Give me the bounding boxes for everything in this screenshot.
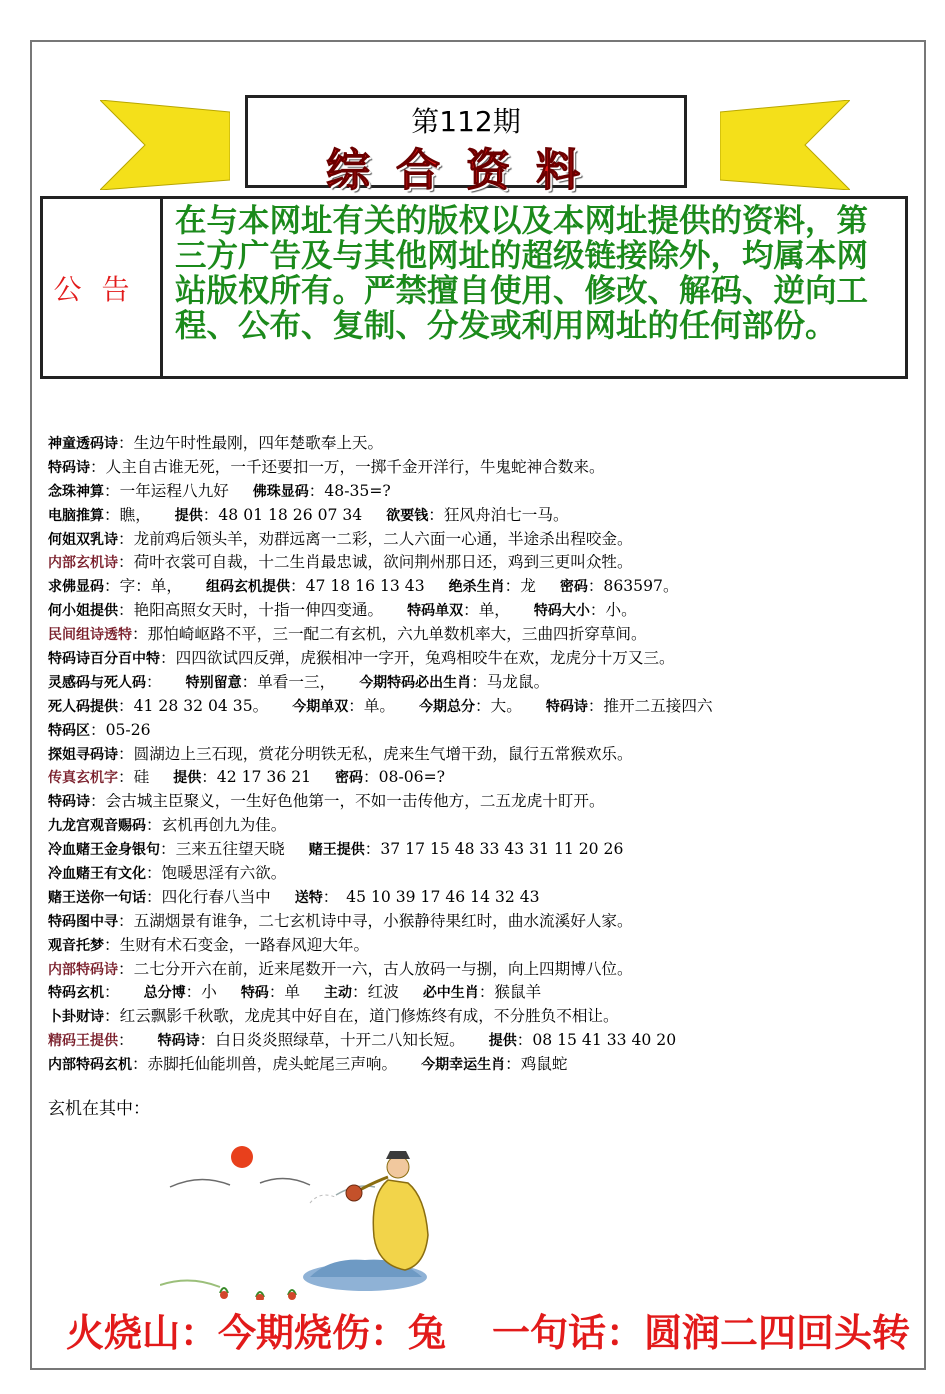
line-key: 精码王提供 (48, 1033, 118, 1050)
info-line (48, 575, 918, 599)
issue-number: 第112期 (411, 105, 521, 138)
line-key: 提供 (488, 1033, 517, 1050)
line-key: 内部玄机诗 (48, 555, 118, 572)
line-value: ：单看一三， (241, 672, 336, 691)
line-key: 必中生肖 (422, 985, 479, 1002)
line-key: 欲要钱 (386, 507, 429, 524)
line-key: 特码诗百分百中特 (48, 651, 160, 668)
info-line (48, 886, 918, 910)
line-key: 内部特码诗 (48, 961, 118, 978)
line-key: 观音托梦 (48, 937, 104, 954)
line-value: ：五湖烟景有谁争，二七玄机诗中寻，小猴静待果红时，曲水流溪好人家。 (118, 911, 633, 930)
line-value: ：艳阳高照女天时，十指一伸四变通。 (118, 601, 384, 620)
line-key: 特码 (240, 985, 269, 1002)
line-value: ：48 01 18 26 07 34 (202, 505, 363, 524)
line-key: 特码玄机 (48, 985, 104, 1002)
line-key: 特码大小 (533, 603, 590, 620)
footer-text (66, 1302, 910, 1357)
line-value: ：47 18 16 13 43 (289, 577, 425, 596)
right-ribbon-decoration (720, 100, 850, 190)
info-line (48, 766, 918, 790)
info-line (48, 504, 918, 528)
line-value: ：四四欲试四反弹，虎猴相冲一字开，兔鸡相咬牛在欢，龙虎分十万又三。 (160, 649, 675, 668)
line-key: 绝杀生肖 (448, 579, 505, 596)
left-ribbon-decoration (100, 100, 230, 190)
notice-text: 在与本网址有关的版权以及本网址提供的资料，第三方广告及与其他网址的超级链接除外，均属本网站版权所有。严禁擅自使用、修改、解码、逆向工程、公布、复制、分发或利用网址的任何部份。 (175, 202, 869, 344)
info-line (48, 671, 918, 695)
line-key: 念珠神算 (48, 483, 104, 500)
line-value: ：37 17 15 48 33 43 31 11 20 26 (364, 840, 624, 859)
info-line (48, 1029, 918, 1053)
line-key: 特码区 (48, 722, 90, 739)
info-line (48, 551, 918, 575)
line-key: 今期总分 (419, 698, 476, 715)
line-value: ：大。 (475, 696, 522, 715)
line-key: 主动 (324, 985, 353, 1002)
line-value: ：马龙鼠。 (471, 672, 550, 691)
line-key: 密码 (335, 770, 364, 787)
line-value: ：单 (268, 983, 301, 1002)
line-key: 内部特码玄机 (48, 1057, 132, 1074)
line-value: ：08 15 41 33 40 20 (516, 1031, 677, 1050)
line-key: 九龙宫观音赐码 (48, 818, 146, 835)
notice-box (40, 196, 908, 379)
line-key: 求佛显码 (48, 579, 104, 596)
info-line (48, 934, 918, 958)
line-value: ：鸡鼠蛇 (505, 1055, 568, 1074)
info-line (48, 647, 918, 671)
line-value: ：字：单， (104, 577, 182, 596)
line-key: 提供 (174, 507, 203, 524)
line-key: 特码图中寻 (48, 913, 118, 930)
info-line (48, 743, 918, 767)
line-key: 赌王提供 (308, 842, 365, 859)
info-line (48, 456, 918, 480)
sage-illustration (160, 1125, 490, 1300)
line-value: ：赤脚托仙能圳兽，虎头蛇尾三声响。 (132, 1055, 398, 1074)
info-line (48, 480, 918, 504)
line-value: ：硅 (118, 768, 150, 787)
info-line (48, 790, 918, 814)
closing-text: 玄机在其中： (48, 1099, 150, 1119)
line-key: 死人码提供 (48, 698, 118, 715)
line-value: ：玄机再创九为佳。 (146, 816, 287, 835)
line-value: ： (118, 1031, 134, 1050)
line-value: ：二七分开六在前，近来尾数开一六，古人放码一与捌，向上四期博八位。 (118, 959, 633, 978)
line-value: ：05-26 (90, 720, 151, 739)
info-line (48, 1053, 918, 1077)
line-key: 灵感码与死人码 (48, 674, 146, 691)
info-line (48, 719, 918, 743)
line-value: ：饱暖思淫有六欲。 (146, 864, 287, 883)
line-key: 探姐寻码诗 (48, 746, 118, 763)
line-value: ：荷叶衣裳可自裁，十二生肖最忠诚，欲问荆州那日还，鸡到三更叫众牲。 (118, 553, 633, 572)
line-value: ：圆湖边上三石现，赏花分明铁无私，虎来生气增干劲，鼠行五常猴欢乐。 (118, 744, 633, 763)
line-value: ： (146, 672, 162, 691)
line-key: 送特 (294, 889, 323, 906)
footer-one-sentence: 一句话：圆润二四回头转 (492, 1310, 911, 1355)
line-value: ：猴鼠羊 (478, 983, 542, 1002)
line-value: ：龙前鸡后领头羊，劝群远离一二彩，二人六面一心通，半途杀出程咬金。 (118, 529, 633, 548)
line-key: 密码 (559, 579, 588, 596)
line-value: ：08-06=? (363, 768, 446, 787)
info-line (48, 838, 918, 862)
line-value: ：生财有术石变金，一路春风迎大年。 (104, 935, 370, 954)
line-key: 特码诗 (48, 794, 90, 811)
title-box (245, 95, 687, 196)
info-line (48, 528, 918, 552)
info-line (48, 814, 918, 838)
info-line (48, 958, 918, 982)
line-value: ：白日炎炎照绿草，十开二八知长短。 (199, 1031, 465, 1050)
line-value: ：狂风舟泊七一马。 (428, 505, 569, 524)
line-key: 冷血赌王有文化 (48, 866, 146, 883)
line-value: ：41 28 32 04 35。 (118, 696, 269, 715)
line-value: ：红波 (352, 983, 399, 1002)
line-key: 特码诗 (48, 459, 90, 476)
line-value: ：推开二五接四六 (587, 696, 713, 715)
line-value: ：48-35=? (308, 481, 391, 500)
line-value: ：单。 (348, 696, 396, 715)
line-key: 赌王送你一句话 (48, 889, 146, 906)
line-key: 特别留意 (185, 674, 242, 691)
line-value: ：42 17 36 21 (201, 768, 312, 787)
notice-label: 公告 (43, 199, 163, 376)
line-value: ：生边午时性最刚，四年楚歌奉上天。 (118, 434, 384, 452)
line-key: 神童透码诗 (48, 436, 118, 452)
info-line (48, 862, 918, 886)
line-key: 传真玄机字 (48, 770, 118, 787)
info-line (48, 695, 918, 719)
line-key: 特码诗 (157, 1033, 200, 1050)
line-key: 民间组诗透特 (48, 627, 132, 644)
line-key: 佛珠显码 (252, 483, 309, 500)
line-key: 何姐双乳诗 (48, 531, 118, 548)
line-key: 何小姐提供 (48, 603, 118, 620)
line-value: ：那怕崎岖路不平，三一配二有玄机，六九单数机率大，三曲四折穿草间。 (132, 625, 647, 644)
line-value: ：小。 (589, 601, 637, 620)
info-lines (48, 432, 918, 1077)
line-key: 特码诗 (545, 698, 588, 715)
info-line (48, 981, 918, 1005)
line-value: ：四化行春八当中 (146, 887, 271, 906)
line-value: ：单， (463, 601, 510, 620)
line-value: ：红云飘影千秋歌，龙虎其中好自在，道门修炼终有成，不分胜负不相让。 (104, 1007, 619, 1026)
line-value: ：863597。 (587, 577, 679, 596)
info-line (48, 432, 918, 456)
line-value: ：小 (185, 983, 217, 1002)
line-key: 电脑推算 (48, 507, 104, 524)
line-key: 今期特码必出生肖 (359, 674, 472, 691)
line-value: ： 45 10 39 17 46 14 32 43 (322, 887, 540, 906)
info-line (48, 599, 918, 623)
line-value: ：一年运程八九好 (104, 481, 229, 500)
line-value: ：三来五往望天晓 (160, 840, 285, 859)
line-key: 特码单双 (407, 603, 464, 620)
line-value: ：瞧， (104, 505, 151, 524)
line-key: 总分博 (143, 985, 186, 1002)
line-key: 卜卦财诗 (48, 1009, 104, 1026)
line-value: ：会古城主臣聚义，一生好色他第一，不如一击传他方，二五龙虎十盯开。 (90, 792, 605, 811)
info-line (48, 623, 918, 647)
line-key: 提供 (173, 770, 202, 787)
line-value: ：龙 (504, 577, 536, 596)
footer-fire-mountain: 火烧山：今期烧伤：兔 (66, 1310, 447, 1355)
line-key: 冷血赌王金身银句 (48, 842, 160, 859)
info-line (48, 1005, 918, 1029)
info-line (48, 910, 918, 934)
line-key: 今期单双 (292, 698, 349, 715)
line-value: ： (104, 983, 120, 1002)
line-value: ：人主自古谁无死，一千还要扣一万，一掷千金开洋行，牛鬼蛇神合数来。 (90, 457, 605, 476)
line-key: 今期幸运生肖 (421, 1057, 506, 1074)
page-title: 综合资料 (326, 145, 606, 196)
line-key: 组码玄机提供 (205, 579, 290, 596)
